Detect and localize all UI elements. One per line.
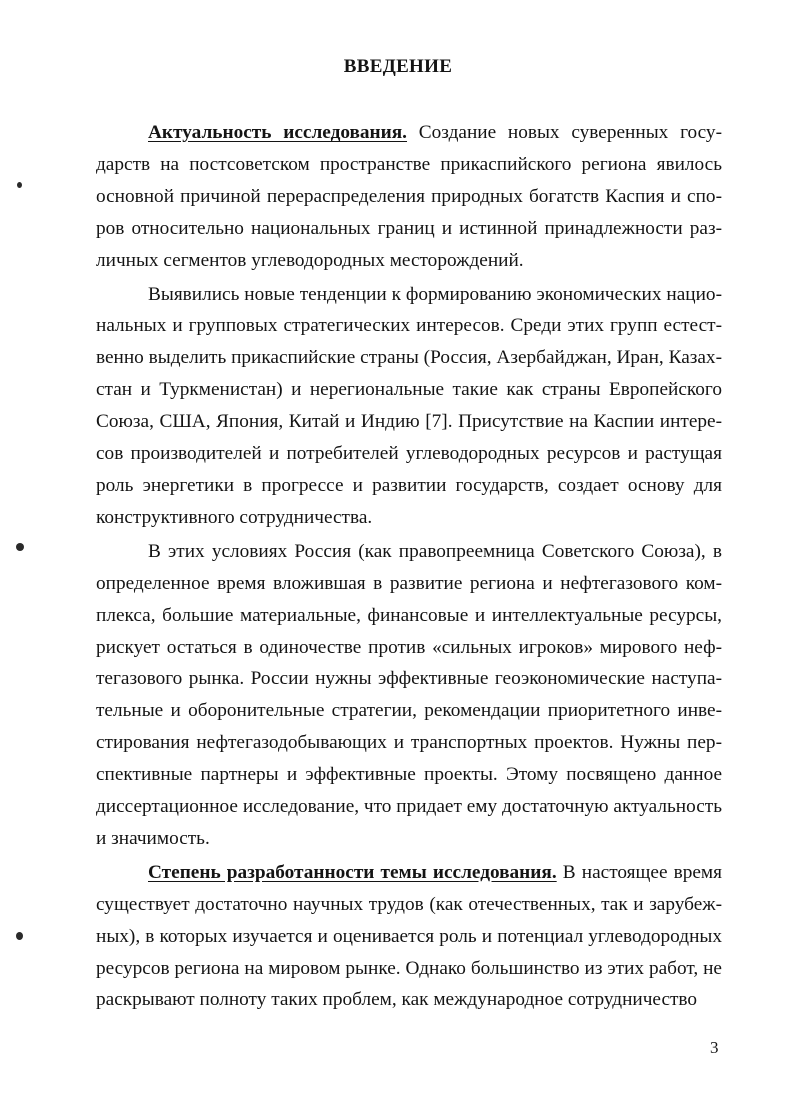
paragraph-lead: Актуальность исследования. [148, 122, 408, 143]
scan-mark [16, 543, 24, 551]
paragraph-lead: Степень разработанности темы исследования. [148, 861, 557, 883]
paragraph-relevance [96, 117, 722, 277]
paragraph-text: Выявились новые тенденции к формированию экономических национальных и групповых стратегических интересов. Среди этих групп естественно выделить прикаспийские страны (Россия, Азербайджан, Иран, Казахстан и Туркменистан) и нерегиональные такие как страны Европейского Союза, США, Япония, Китай и Индию [7]. Присутствие на Каспии интересов производителей и потребителей углеводородных ресурсов и растущая роль энергетики в прогрессе и развитии государств, создает основу для конструктивного сотрудничества. [96, 283, 722, 528]
scan-mark [17, 182, 22, 188]
page-title: ВВЕДЕНИЕ [343, 56, 453, 77]
paragraph-text: Создание новых суверенных государств на постсоветском пространстве прикаспийского региона явилось основной причиной перераспределения природных богатств Каспия и споров относительно национальных границ и истинной принадлежности различных сегментов углеводородных месторождений. [96, 122, 722, 271]
paragraph-trends [96, 279, 722, 534]
paragraph-russia [96, 536, 722, 855]
paragraph-development-degree [96, 857, 722, 1017]
paragraph-text: В настоящее время существует достаточно научных трудов (как отечественных, так и зарубежных), в которых изучается и оценивается роль и потенциал углеводородных ресурсов региона на мировом рынке. Однако большинство из этих работ, не раскрывают полноту таких проблем, как международное сотрудничество [96, 861, 723, 1011]
page-number: 3 [710, 1038, 719, 1057]
scan-mark [16, 932, 23, 940]
paragraph-text: В этих условиях Россия (как правопреемница Советского Союза), в определенное время вложившая в развитие региона и нефтегазового комплекса, большие материальные, финансовые и интеллектуальные ресурсы, рискует остаться в одиночестве против «сильных игроков» мирового нефтегазового рынка. России нужны эффективные геоэкономические наступательные и оборонительные стратегии, рекомендации приоритетного инвестирования нефтегазодобывающих и транспортных проектов. Нужны перспективные партнеры и эффективные проекты. Этому посвящено данное диссертационное исследование, что придает ему достаточную актуальность и значимость. [96, 540, 722, 849]
document-body [96, 117, 722, 1016]
